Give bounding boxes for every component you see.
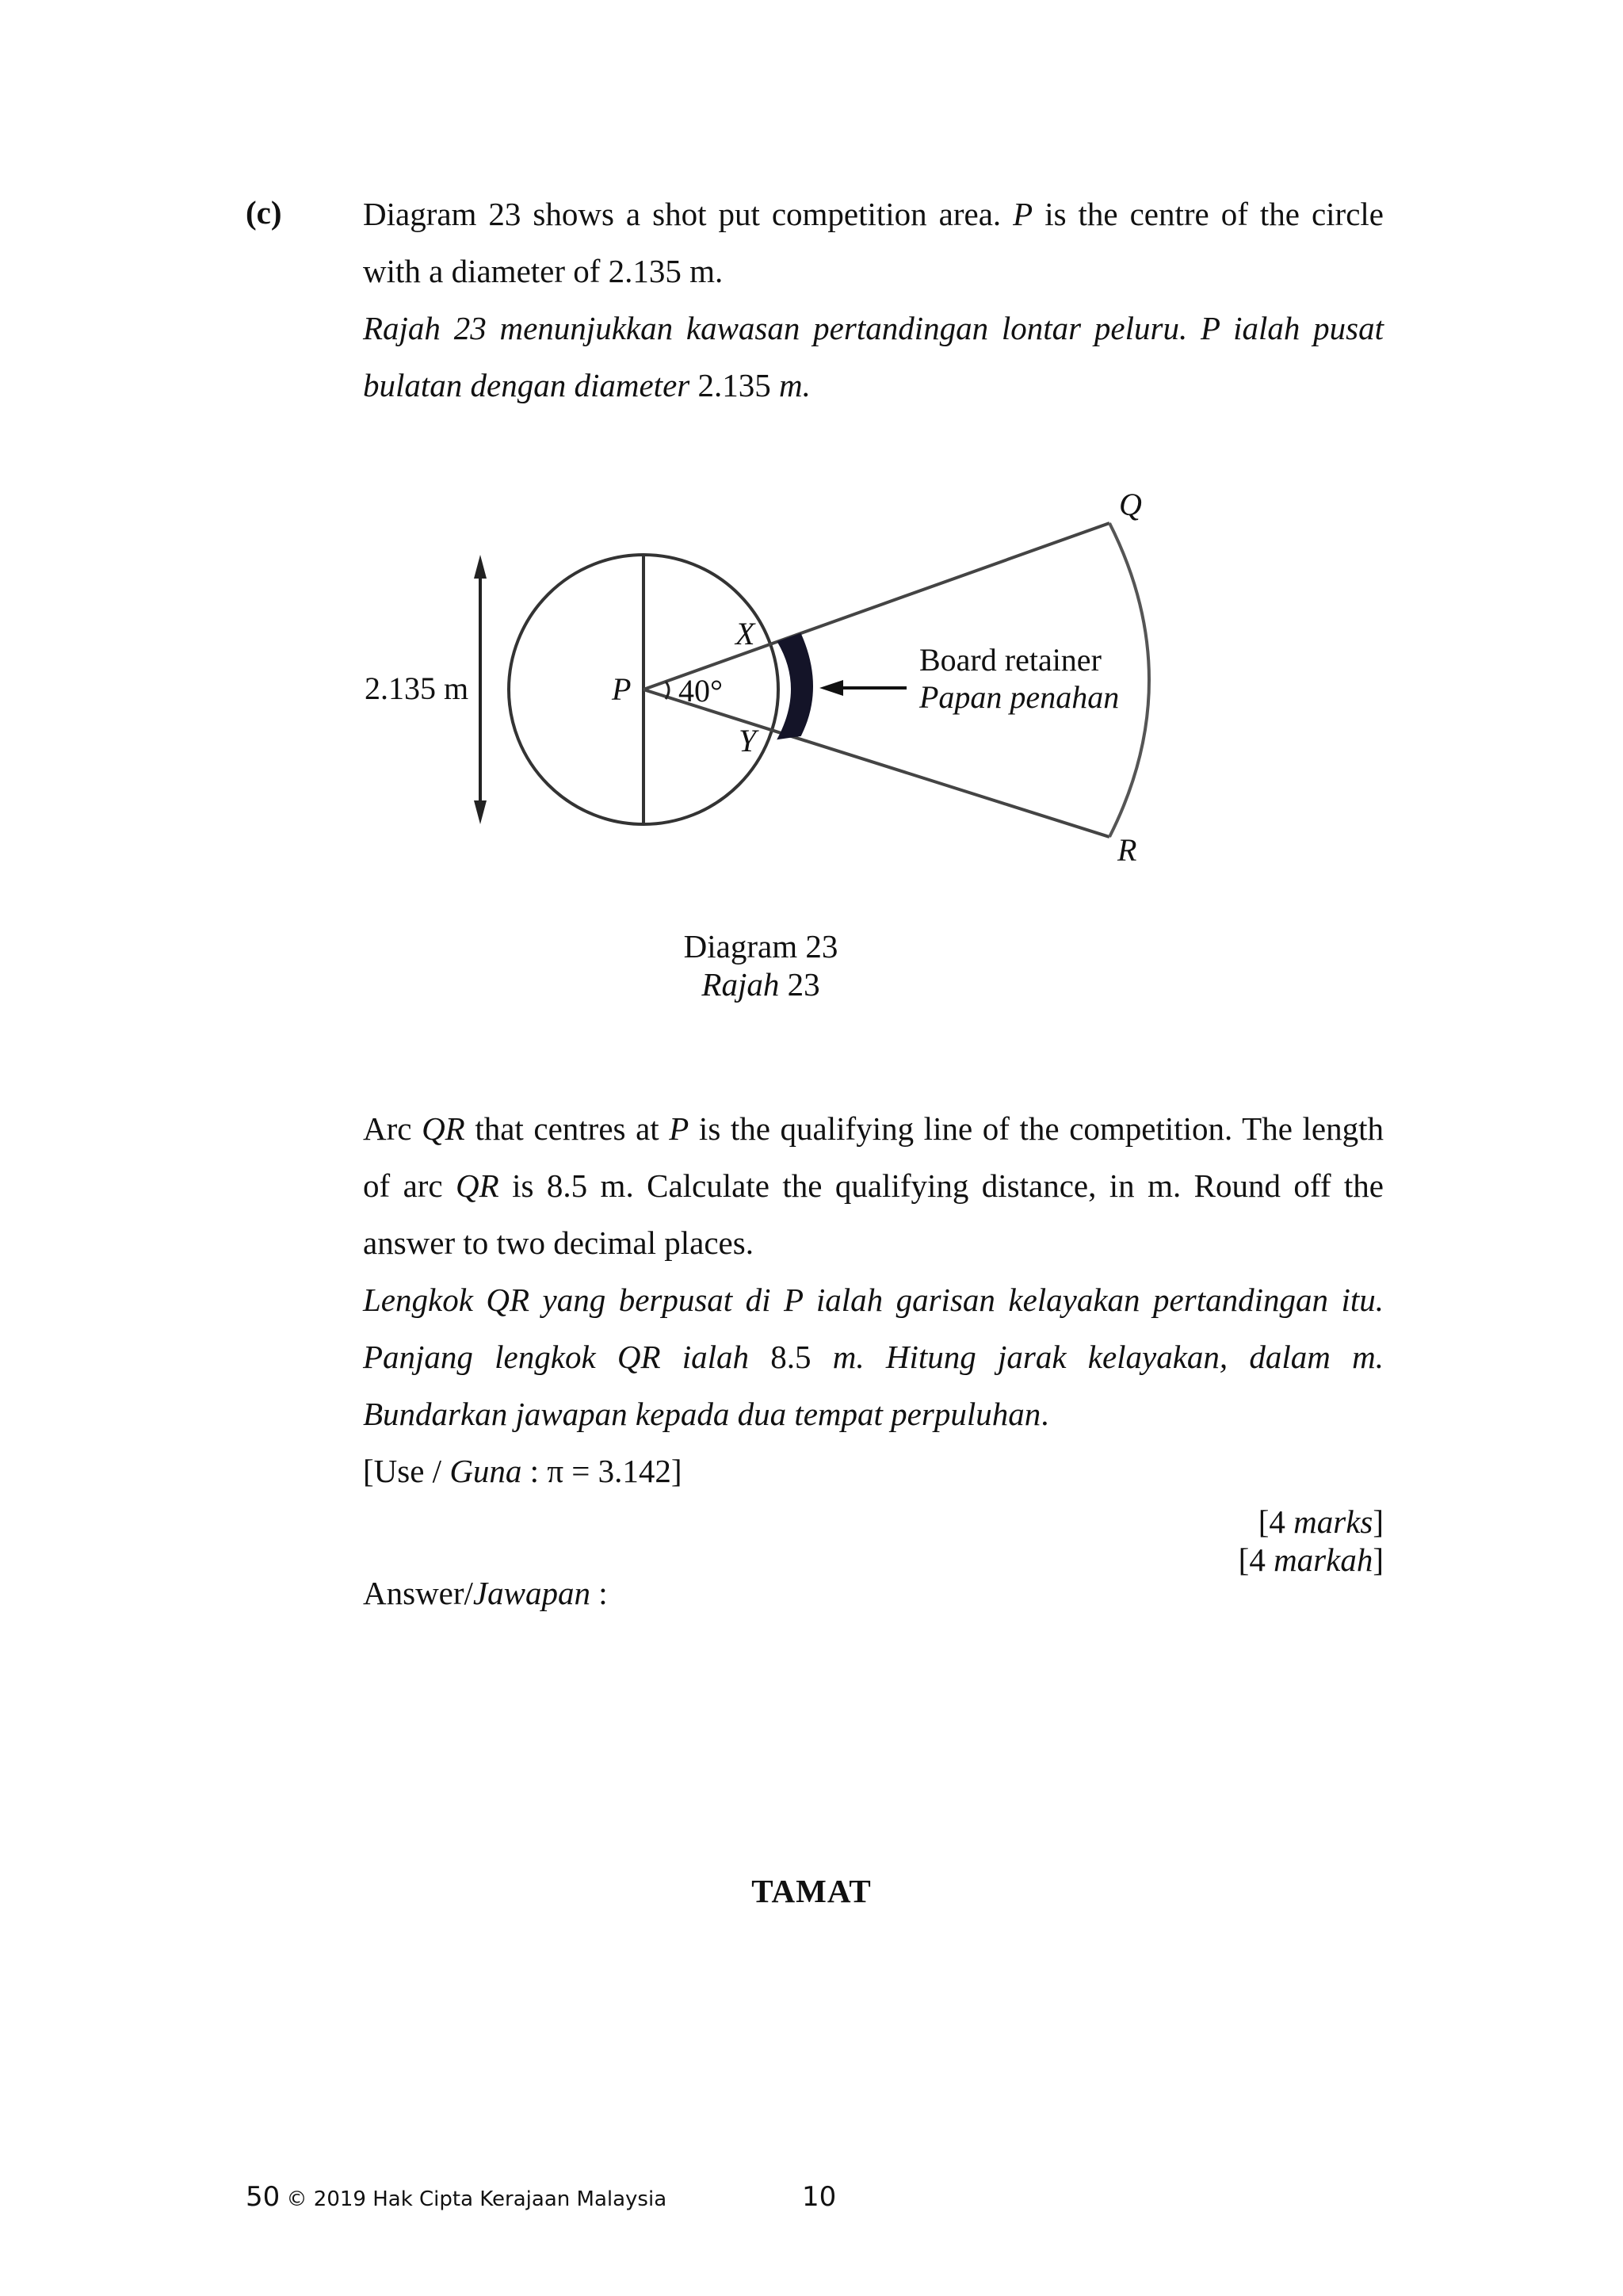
angle-label: 40° (678, 673, 723, 709)
marks-malay: [4 markah] (1238, 1541, 1384, 1578)
answer-label: Answer/Jawapan : (363, 1575, 608, 1611)
end-text: TAMAT (751, 1873, 872, 1909)
point-p-label: P (612, 671, 632, 707)
intro-english: Diagram 23 shows a shot put competition area. P is the centre of the circle with a diameter of 2.135 m. (363, 196, 1384, 289)
page-number: 10 (802, 2181, 837, 2213)
marks-english: [4 marks] (1258, 1503, 1384, 1540)
question-english: Arc QR that centres at P is the qualifying line of the competition. The length of arc QR is 8.5 m. Calculate the qualifying distance, in m. Round off the answer to two decimal places. (363, 1110, 1384, 1261)
board-retainer (778, 634, 812, 739)
question-paragraph (363, 1100, 1384, 1499)
intro-malay: Rajah 23 menunjukkan kawasan pertandingan lontar peluru. P ialah pusat bulatan dengan diameter 2.135 m. (363, 310, 1384, 403)
question-malay: Lengkok QR yang berpusat di P ialah garisan kelayakan pertandingan itu. Panjang lengkok QR ialah 8.5 m. Hitung jarak kelayakan, dalam m. Bundarkan jawapan kepada dua tempat perpuluhan. (363, 1282, 1384, 1432)
use-pi-note: [Use / Guna : π = 3.142] (363, 1453, 682, 1489)
intro-paragraph (363, 185, 1384, 414)
point-r-label: R (1117, 832, 1137, 868)
marks-label (1109, 1503, 1384, 1579)
angle-arc (666, 682, 669, 699)
shot-put-diagram (333, 476, 1220, 888)
answer-space[interactable] (363, 1633, 1384, 1823)
footer-copyright: 50 © 2019 Hak Cipta Kerajaan Malaysia (246, 2181, 667, 2213)
diameter-arrow-bottom (474, 800, 487, 824)
diagram-caption (602, 927, 919, 1003)
point-x-label: X (735, 616, 755, 651)
diameter-arrow-top (474, 555, 487, 579)
diameter-label: 2.135 m (365, 670, 469, 706)
caption-malay: Rajah 23 (701, 966, 820, 1003)
caption-english: Diagram 23 (683, 928, 838, 965)
point-q-label: Q (1119, 487, 1142, 522)
retainer-pointer-head (819, 680, 843, 696)
point-y-label: Y (739, 723, 757, 758)
question-label: (c) (246, 194, 282, 231)
board-retainer-en: Board retainer (919, 642, 1102, 678)
board-retainer-ms: Papan penahan (919, 679, 1120, 715)
